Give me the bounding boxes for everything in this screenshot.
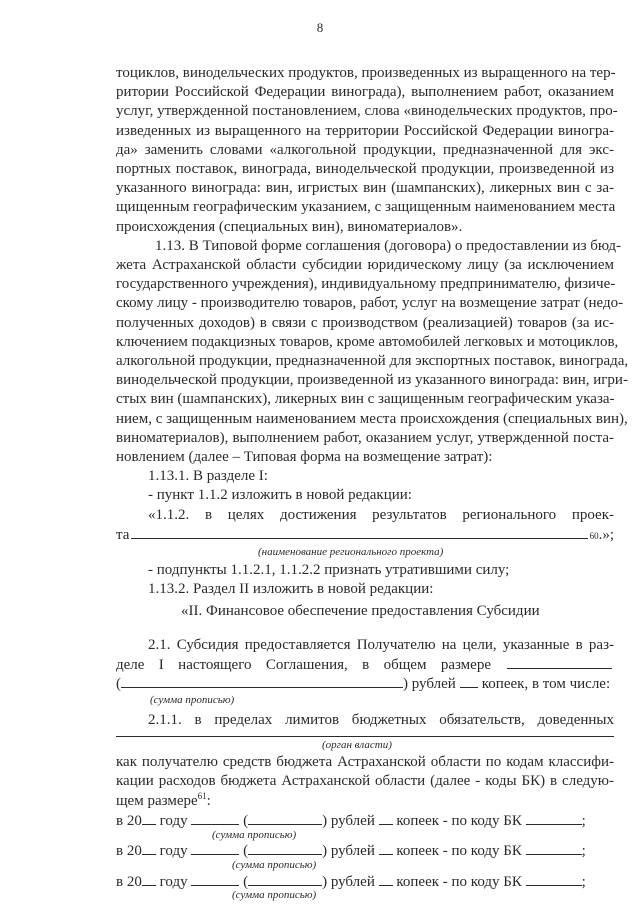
para2-line: виноматериалов), выполнением работ, оказанием услуг, утвержденной поста- — [116, 429, 614, 446]
paren-open: ( — [243, 874, 249, 891]
para1-line: изведенных из выращенного на территории Российской Федерации виногра- — [116, 122, 614, 139]
caption-sum: (сумма прописью) — [232, 858, 317, 871]
item-1-13-1: 1.13.1. В разделе I: — [148, 468, 268, 485]
year-prefix: в 20 — [116, 843, 142, 860]
footnote-61: 61 — [197, 790, 207, 801]
para1-line: происхождения (специальных вин), виноматериалов». — [116, 218, 463, 235]
caption-organ: (орган власти) — [322, 738, 392, 751]
organ-field[interactable] — [116, 736, 614, 737]
para2-line: 1.13. В Типовой форме соглашения (договора) о предоставлении из бюд- — [155, 237, 621, 254]
row-end: ; — [581, 843, 586, 860]
section-title: «II. Финансовое обеспечение предоставления Субсидии — [181, 602, 540, 619]
kop-field[interactable] — [379, 872, 393, 886]
ta-text: та — [116, 526, 130, 543]
year-row — [116, 811, 614, 830]
para1-line: услуг, утвержденной постановлением, слова «винодельческих продуктов, про- — [116, 103, 618, 120]
p211-last-text: щем размере — [116, 792, 198, 809]
p21-line2 — [116, 655, 614, 674]
para2-line: государственного учреждения), индивидуальному предпринимателю, физиче- — [116, 276, 616, 293]
paren-open: ( — [243, 812, 249, 829]
bk-code-field[interactable] — [526, 872, 582, 886]
paren-open: ( — [243, 843, 249, 860]
para1-line: щищенным географическим указанием, с защищенным наименованием места — [116, 199, 616, 216]
kopeck-field[interactable] — [460, 674, 478, 688]
row-end: ; — [581, 874, 586, 891]
para2-line: новлением (далее – Типовая форма на возмещение затрат): — [116, 448, 493, 465]
para1-line: указанного винограда: вин, игристых вин (шампанских), ликерных вин с за- — [116, 180, 614, 197]
bk-code-field[interactable] — [526, 811, 582, 825]
para2-line: стых вин (шампанских), ликерных вин с защищенным географическим указа- — [116, 391, 615, 408]
para2-line: нием, с защищенным наименованием места происхождения (специальных вин), — [116, 410, 628, 427]
year-word: году — [159, 874, 188, 891]
para1-line: портных поставок, винограда, винодельческой продукции, произведенной из — [116, 160, 614, 177]
words-field[interactable] — [248, 811, 322, 825]
year-word: году — [159, 843, 188, 860]
row-end: ; — [581, 812, 586, 829]
year-word: году — [159, 812, 188, 829]
para2-line: винодельческой продукции, произведенной из указанного винограда: вин, игри- — [116, 372, 628, 389]
end-mark: .»; — [598, 526, 614, 543]
para2-line: скому лицу - производителю товаров, работ, услуг на возмещение затрат (недо- — [116, 295, 624, 312]
para2-line: ключением подакцизных товаров, кроме автомобилей легковых и мотоциклов, — [116, 333, 619, 350]
bk-code-field[interactable] — [526, 841, 582, 855]
words-field[interactable] — [248, 872, 322, 886]
rub-text: ) рублей — [322, 843, 375, 860]
page-number: 8 — [316, 20, 324, 35]
caption-sum: (сумма прописью) — [212, 829, 297, 841]
item-1-13-2: 1.13.2. Раздел II изложить в новой редакции: — [148, 581, 434, 598]
kop-text: копеек, в том числе: — [481, 676, 611, 693]
year-field[interactable] — [142, 872, 156, 886]
item-subpoints: - подпункты 1.1.2.1, 1.1.2.2 признать утратившими силу; — [148, 562, 510, 579]
year-prefix: в 20 — [116, 812, 142, 829]
para2-line: полученных доходов) в связи с производством (реализацией) товаров (за ис- — [116, 314, 614, 331]
item-112-text: «1.1.2. в целях достижения результатов регионального проек- — [148, 506, 614, 523]
rub-text: ) рублей — [322, 812, 375, 829]
para1-line: да» заменить словами «алкогольной продукции, предназначенной для экс- — [116, 141, 614, 158]
kop-text: копеек - по коду БК — [396, 843, 522, 860]
colon: : — [206, 792, 211, 809]
year-field[interactable] — [142, 841, 156, 855]
p211-cont: как получателю средств бюджета Астраханской области по кодам классифи- — [116, 754, 614, 771]
year-row — [116, 872, 614, 891]
year-prefix: в 20 — [116, 874, 142, 891]
project-field-line: та 60 .»; — [116, 526, 614, 543]
p21-line2-text: деле I настоящего Соглашения, в общем размере — [116, 657, 491, 674]
amount-field[interactable] — [191, 811, 239, 825]
p211-line: 2.1.1. в пределах лимитов бюджетных обязательств, доведенных — [148, 711, 614, 728]
p21-line3 — [116, 674, 614, 693]
kop-field[interactable] — [379, 811, 393, 825]
para1-line: ритории Российской Федерации винограда), выполнением работ, оказанием — [116, 84, 614, 101]
item-point-112: - пункт 1.1.2 изложить в новой редакции: — [148, 487, 412, 504]
p211-last — [116, 792, 614, 810]
words-field[interactable] — [248, 841, 322, 855]
year-row — [116, 841, 614, 860]
project-name-field[interactable] — [131, 525, 587, 539]
total-amount-field[interactable] — [507, 655, 612, 669]
kop-field[interactable] — [379, 841, 393, 855]
amount-field[interactable] — [191, 841, 239, 855]
p21-line1: 2.1. Субсидия предоставляется Получателю на цели, указанные в раз- — [148, 637, 614, 654]
caption-sum: (сумма прописью) — [232, 889, 317, 902]
p211-cont: кации расходов бюджета Астраханской области (далее - коды БК) в следую- — [116, 773, 614, 790]
year-field[interactable] — [142, 811, 156, 825]
kop-text: копеек - по коду БК — [396, 874, 522, 891]
paren-open: ( — [116, 676, 121, 693]
amount-field[interactable] — [191, 872, 239, 886]
sum-words-field[interactable] — [121, 674, 403, 688]
para2-line: жета Астраханской области субсидии юридическому лицу (за исключением — [116, 256, 614, 273]
rub-text: ) рублей — [322, 874, 375, 891]
rub-text: ) рублей — [403, 676, 456, 693]
para1-line: тоциклов, винодельческих продуктов, произведенных из выращенного на тер- — [116, 65, 616, 81]
para2-line: алкогольной продукции, предназначенной для экспортных поставок, винограда, — [116, 352, 629, 369]
kop-text: копеек - по коду БК — [396, 812, 522, 829]
caption-project: (наименование регионального проекта) — [258, 545, 444, 558]
caption-sum: (сумма прописью) — [150, 693, 235, 706]
